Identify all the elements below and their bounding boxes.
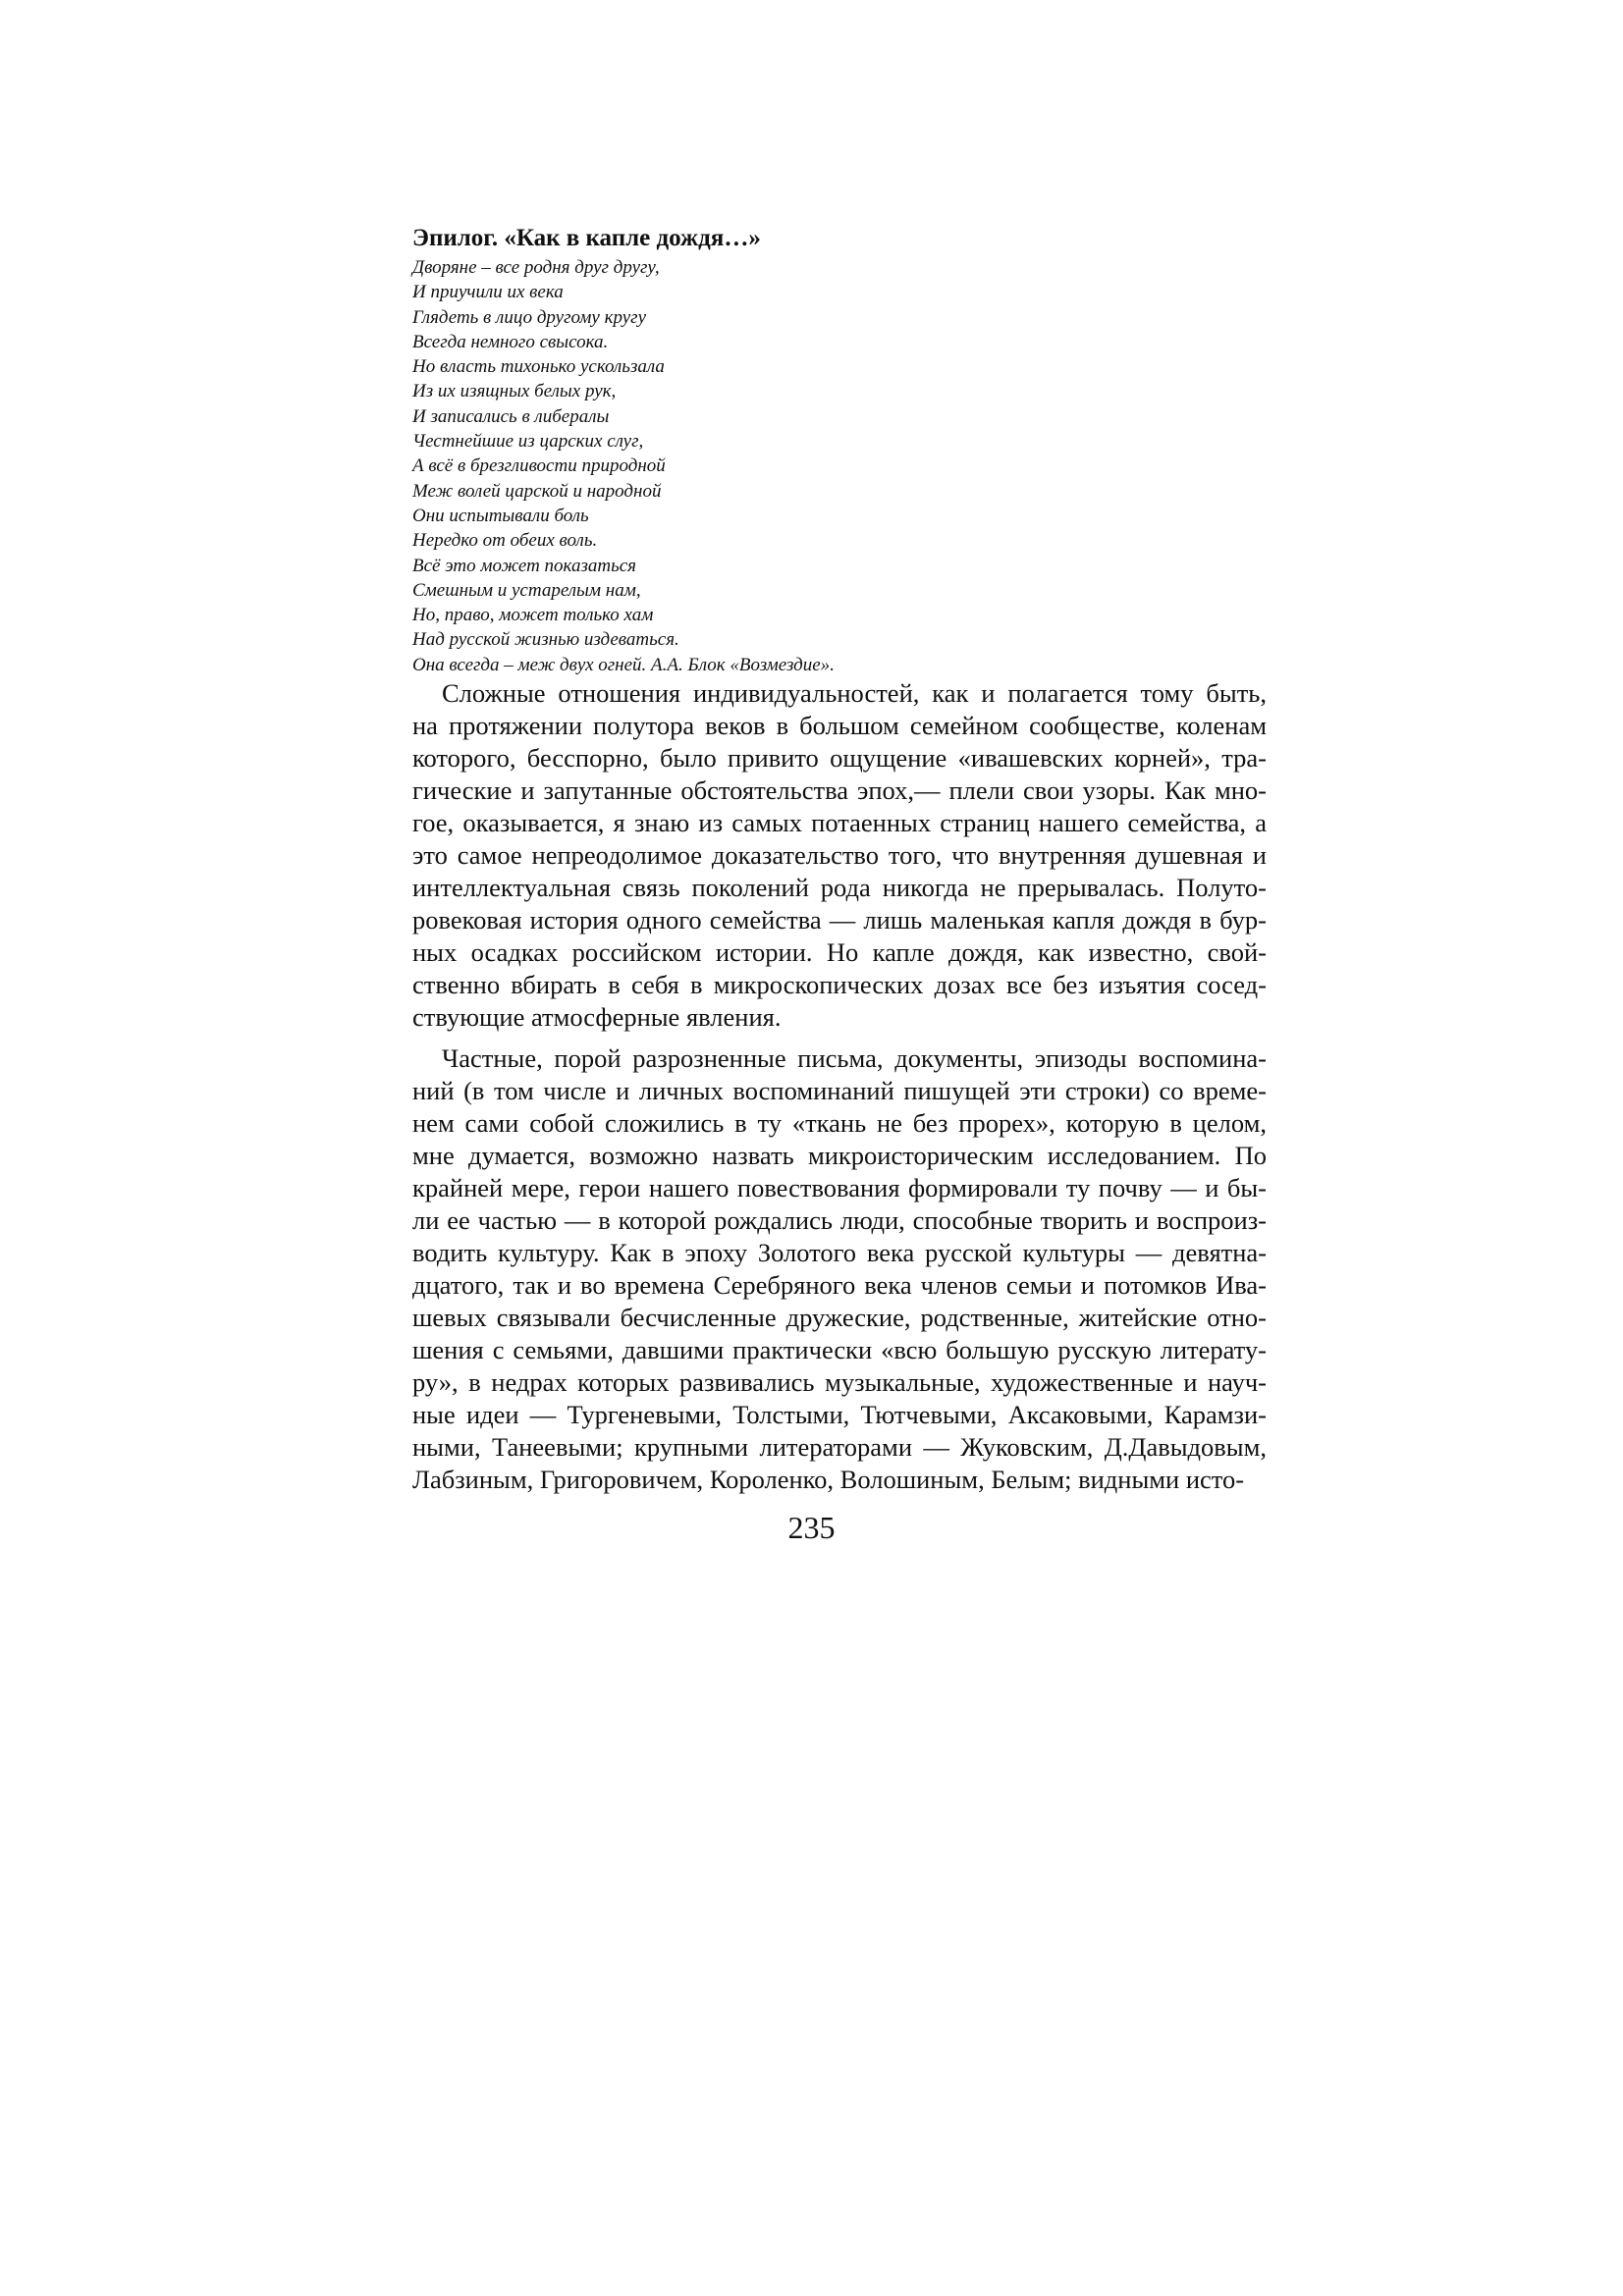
paragraph-line: ний (в том числе и личных воспоминаний пишущей эти строки) со време-: [412, 1076, 1267, 1106]
paragraph-line: ствующие атмосферные явления.: [412, 1002, 782, 1033]
paragraph-line: ными, Танеевыми; крупными литераторами — Жуковским, Д.Давыдовым,: [412, 1432, 1267, 1463]
paragraph-line: ных осадках российском истории. Но капле дождя, как известно, свой-: [412, 937, 1267, 968]
paragraph-line: ли ее частью — в которой рождались люди, способные творить и воспроиз-: [412, 1205, 1267, 1236]
paragraph-line: на протяжении полутора веков в большом семейном сообществе, коленам: [412, 711, 1267, 741]
paragraph-line: мне думается, возможно назвать микроисторическим исследованием. По: [412, 1141, 1267, 1171]
paragraph-line: Частные, порой разрозненные письма, документы, эпизоды воспомина-: [442, 1043, 1267, 1074]
paragraph-line: это самое непреодолимое доказательство того, что внутренняя душевная и: [412, 840, 1267, 871]
paragraph-line: ные идеи — Тургеневыми, Толстыми, Тютчевыми, Аксаковыми, Карамзи-: [412, 1400, 1267, 1430]
poem-line: Всегда немного свысока.: [412, 331, 609, 352]
paragraph-line: нем сами собой сложились в ту «ткань не без прорех», которую в целом,: [412, 1108, 1267, 1139]
paragraph-line: ру», в недрах которых развивались музыкальные, художественные и науч-: [412, 1367, 1267, 1398]
poem-line: Нередко от обеих воль.: [412, 530, 598, 552]
paragraph-line: шевых связывали бесчисленные дружеские, родственные, житейские отно-: [412, 1303, 1267, 1333]
poem-epigraph: [412, 255, 1267, 677]
paragraph-line: которого, бесспорно, было привито ощущение «ивашевских корней», тра-: [412, 743, 1267, 774]
paragraph-line: ровековая история одного семейства — лишь маленькая капля дождя в бур-: [412, 905, 1267, 935]
paragraph-line: гические и запутанные обстоятельства эпох,— плели свои узоры. Как мно-: [412, 775, 1267, 806]
paragraph-line: водить культуру. Как в эпоху Золотого века русской культуры — девятна-: [412, 1238, 1267, 1268]
poem-line: Честнейшие из царских слуг,: [412, 431, 644, 453]
poem-line: Она всегда – меж двух огней. А.А. Блок «Возмездие».: [412, 654, 835, 675]
poem-line: Меж волей царской и народной: [412, 480, 662, 502]
paragraph: [412, 1042, 1267, 1496]
epilogue-title: Эпилог. «Как в капле дождя…»: [412, 225, 761, 251]
paragraph-line: крайней мере, герои нашего повествования формировали ту почву — и бы-: [412, 1173, 1267, 1203]
poem-line: И приучили их века: [412, 282, 564, 303]
text-block: [412, 224, 1267, 1496]
poem-line: И записались в либералы: [412, 405, 610, 427]
paragraph-line: интеллектуальная связь поколений рода никогда не прерывалась. Полуто-: [412, 873, 1267, 903]
poem-line: Но власть тихонько ускользала: [412, 356, 665, 378]
poem-line: Всё это может показаться: [412, 555, 637, 576]
paragraph-line: дцатого, так и во времена Серебряного века членов семьи и потомков Ива-: [412, 1270, 1267, 1301]
poem-line: Они испытывали боль: [412, 505, 589, 526]
poem-line: Глядеть в лицо другому кругу: [412, 306, 647, 328]
poem-line: Смешным и устарелым нам,: [412, 579, 641, 601]
page-number: 235: [787, 1510, 836, 1545]
paragraph-line: ственно вбирать в себя в микроскопических дозах все без изъятия сосед-: [412, 970, 1267, 1000]
poem-line: Но, право, может только хам: [412, 605, 654, 626]
paragraph: [412, 677, 1267, 1034]
poem-line: А всё в брезгливости природной: [412, 455, 666, 477]
paragraph-line: гое, оказывается, я знаю из самых потаенных страниц нашего семейства, а: [412, 808, 1267, 838]
poem-line: Из их изящных белых рук,: [412, 381, 617, 402]
paragraph-line: шения с семьями, давшими практически «всю большую русскую литерату-: [412, 1335, 1267, 1365]
poem-line: Дворяне – все родня друг другу,: [412, 257, 660, 278]
paragraph-line: Лабзиным, Григоровичем, Короленко, Волошиным, Белым; видными исто-: [412, 1465, 1245, 1495]
body-text: [412, 677, 1267, 1496]
paragraph-line: Сложные отношения индивидуальностей, как и полагается тому быть,: [442, 678, 1267, 709]
poem-line: Над русской жизнью издеваться.: [412, 629, 679, 651]
